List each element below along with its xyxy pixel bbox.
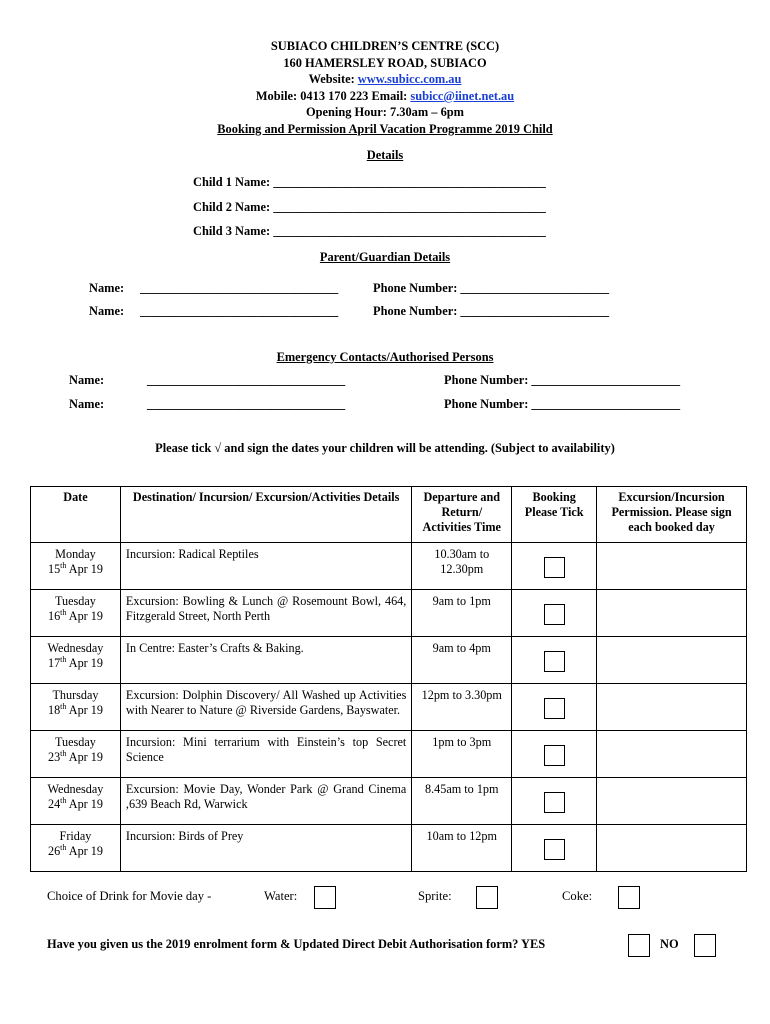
drink-choice-row bbox=[0, 886, 770, 916]
row-permission-sign[interactable] bbox=[597, 543, 747, 590]
row-date: Tuesday 16th Apr 19 bbox=[31, 590, 121, 637]
opening-hours: Opening Hour: 7.30am – 6pm bbox=[306, 105, 464, 120]
header-destination: Destination/ Incursion/ Excursion/Activities Details bbox=[120, 487, 411, 543]
row-permission-sign[interactable] bbox=[597, 778, 747, 825]
header-booking: Booking Please Tick bbox=[512, 487, 597, 543]
row-time: 10.30am to 12.30pm bbox=[412, 543, 512, 590]
row-permission-sign[interactable] bbox=[597, 590, 747, 637]
row-booking bbox=[512, 590, 597, 637]
row-destination: Excursion: Bowling & Lunch @ Rosemount Bowl, 464, Fitzgerald Street, North Perth bbox=[120, 590, 411, 637]
coke-label: Coke: bbox=[562, 889, 593, 903]
coke-checkbox[interactable] bbox=[618, 886, 640, 909]
row-booking bbox=[512, 684, 597, 731]
parent-phone-field-2[interactable]: Phone Number: ________________________ bbox=[373, 304, 610, 318]
parent-name-field-2[interactable]: ________________________________ bbox=[140, 304, 339, 318]
emergency-phone-field-1[interactable]: Phone Number: ________________________ bbox=[444, 373, 681, 387]
sprite-checkbox[interactable] bbox=[476, 886, 498, 909]
table-row bbox=[31, 778, 747, 825]
row-booking bbox=[512, 825, 597, 872]
parent-phone-field-1[interactable]: Phone Number: ________________________ bbox=[373, 281, 610, 295]
emergency-name-field-2[interactable]: ________________________________ bbox=[147, 397, 346, 411]
no-checkbox[interactable] bbox=[694, 934, 716, 957]
row-destination: In Centre: Easter’s Crafts & Baking. bbox=[120, 637, 411, 684]
table-row bbox=[31, 825, 747, 872]
no-label: NO bbox=[660, 937, 679, 951]
row-date: Wednesday 24th Apr 19 bbox=[31, 778, 121, 825]
enrolment-question-row bbox=[0, 934, 770, 962]
booking-checkbox[interactable] bbox=[544, 557, 565, 578]
child2-name-field[interactable]: Child 2 Name: ____________________________________________ bbox=[193, 200, 546, 214]
parent-name-field-1[interactable]: ________________________________ bbox=[140, 281, 339, 295]
org-address: 160 HAMERSLEY ROAD, SUBIACO bbox=[283, 55, 487, 70]
row-destination: Excursion: Dolphin Discovery/ All Washed up Activities with Nearer to Nature @ Riverside Gardens, Bayswater. bbox=[120, 684, 411, 731]
emergency-name-field-1[interactable]: ________________________________ bbox=[147, 373, 346, 387]
emergency-name-label-2: Name: bbox=[69, 397, 105, 411]
website-line: Website: www.subicc.com.au bbox=[308, 72, 462, 87]
row-permission-sign[interactable] bbox=[597, 637, 747, 684]
row-destination: Incursion: Radical Reptiles bbox=[120, 543, 411, 590]
row-time: 8.45am to 1pm bbox=[412, 778, 512, 825]
booking-checkbox[interactable] bbox=[544, 839, 565, 860]
row-destination: Incursion: Mini terrarium with Einstein’s top Secret Science bbox=[120, 731, 411, 778]
table-row bbox=[31, 543, 747, 590]
table-row bbox=[31, 590, 747, 637]
row-booking bbox=[512, 778, 597, 825]
emergency-name-label-1: Name: bbox=[69, 373, 105, 387]
programme-table bbox=[30, 486, 747, 872]
sprite-label: Sprite: bbox=[418, 889, 452, 903]
row-date: Friday 26th Apr 19 bbox=[31, 825, 121, 872]
row-permission-sign[interactable] bbox=[597, 825, 747, 872]
row-date: Wednesday 17th Apr 19 bbox=[31, 637, 121, 684]
table-row bbox=[31, 684, 747, 731]
drink-choice-label: Choice of Drink for Movie day - bbox=[47, 889, 212, 903]
row-booking bbox=[512, 637, 597, 684]
emergency-title: Emergency Contacts/Authorised Persons bbox=[276, 350, 494, 364]
water-checkbox[interactable] bbox=[314, 886, 336, 909]
header-time: Departure and Return/ Activities Time bbox=[412, 487, 512, 543]
row-destination: Excursion: Movie Day, Wonder Park @ Grand Cinema ,639 Beach Rd, Warwick bbox=[120, 778, 411, 825]
row-permission-sign[interactable] bbox=[597, 731, 747, 778]
row-time: 12pm to 3.30pm bbox=[412, 684, 512, 731]
emergency-phone-field-2[interactable]: Phone Number: ________________________ bbox=[444, 397, 681, 411]
header-date: Date bbox=[31, 487, 121, 543]
table-row bbox=[31, 637, 747, 684]
org-name: SUBIACO CHILDREN’S CENTRE (SCC) bbox=[270, 39, 500, 53]
contact-line: Mobile: 0413 170 223 Email: subicc@iinet.net.au bbox=[255, 88, 515, 103]
booking-checkbox[interactable] bbox=[544, 651, 565, 672]
row-booking bbox=[512, 543, 597, 590]
website-link[interactable]: www.subicc.com.au bbox=[357, 72, 462, 87]
parent-guardian-title: Parent/Guardian Details bbox=[319, 250, 451, 264]
table-row bbox=[31, 731, 747, 778]
row-booking bbox=[512, 731, 597, 778]
row-date: Monday 15th Apr 19 bbox=[31, 543, 121, 590]
booking-checkbox[interactable] bbox=[544, 604, 565, 625]
booking-title: Booking and Permission April Vacation Programme 2019 Child bbox=[217, 121, 553, 136]
details-title: Details bbox=[366, 147, 404, 162]
booking-checkbox[interactable] bbox=[544, 698, 565, 719]
booking-checkbox[interactable] bbox=[544, 792, 565, 813]
parent-name-label-1: Name: bbox=[89, 281, 125, 295]
row-permission-sign[interactable] bbox=[597, 684, 747, 731]
enrolment-question: Have you given us the 2019 enrolment form & Updated Direct Debit Authorisation form? YES bbox=[47, 937, 546, 951]
email-link[interactable]: subicc@iinet.net.au bbox=[410, 88, 515, 103]
form-header bbox=[0, 38, 770, 163]
row-time: 10am to 12pm bbox=[412, 825, 512, 872]
header-permission: Excursion/Incursion Permission. Please sign each booked day bbox=[597, 487, 747, 543]
yes-checkbox[interactable] bbox=[628, 934, 650, 957]
row-date: Tuesday 23th Apr 19 bbox=[31, 731, 121, 778]
parent-name-label-2: Name: bbox=[89, 304, 125, 318]
tick-instruction: Please tick √ and sign the dates your children will be attending. (Subject to availability) bbox=[155, 441, 615, 455]
booking-checkbox[interactable] bbox=[544, 745, 565, 766]
water-label: Water: bbox=[264, 889, 298, 903]
child3-name-field[interactable]: Child 3 Name: ____________________________________________ bbox=[193, 224, 546, 238]
row-time: 1pm to 3pm bbox=[412, 731, 512, 778]
child1-name-field[interactable]: Child 1 Name: ____________________________________________ bbox=[193, 175, 546, 189]
row-time: 9am to 1pm bbox=[412, 590, 512, 637]
table-header-row bbox=[31, 487, 747, 543]
row-destination: Incursion: Birds of Prey bbox=[120, 825, 411, 872]
row-date: Thursday 18th Apr 19 bbox=[31, 684, 121, 731]
row-time: 9am to 4pm bbox=[412, 637, 512, 684]
